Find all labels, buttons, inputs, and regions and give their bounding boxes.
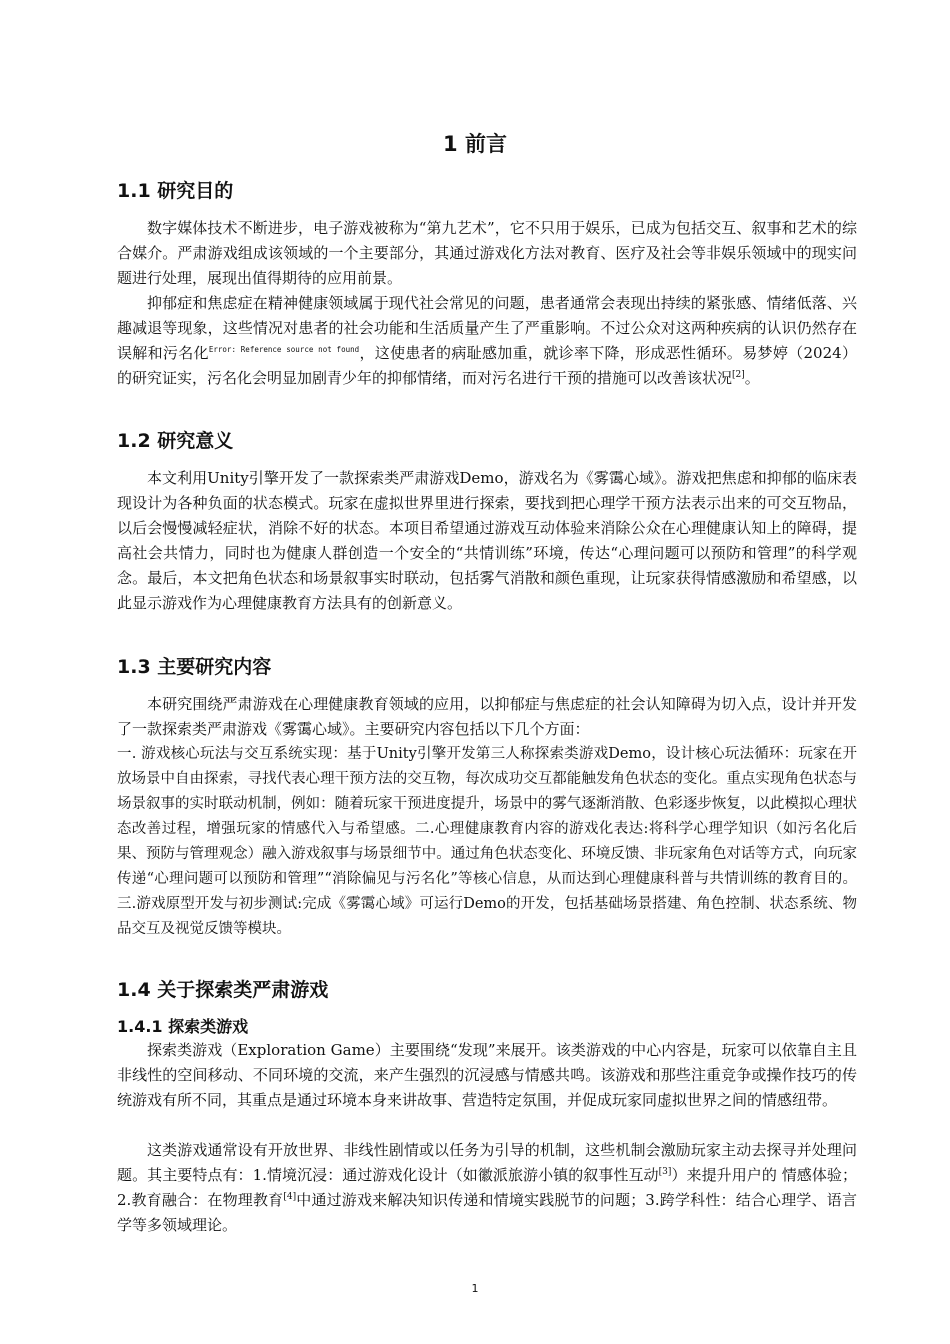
subsection-heading-1-4-1: 1.4.1 探索类游戏 [117,1017,249,1036]
paragraph-1-4-1-b [117,1138,857,1238]
paragraph-text: 这类游戏通常设有开放世界、非线性剧情或以任务为引导的机制，这些机制会激励玩家主动去探寻并处理问题。其主要特点有：1.情境沉浸：通过游戏化设计（如徽派旅游小镇的叙事性互动 [117,1141,857,1184]
paragraph-1-3-a: 本研究围绕严肃游戏在心理健康教育领域的应用，以抑郁症与焦虑症的社会认知障碍为切入点，设计并开发了一款探索类严肃游戏《雾霭心域》。主要研究内容包括以下几个方面： [117,695,857,738]
section-heading-1-4: 1.4 关于探索类严肃游戏 [117,979,329,1001]
section-heading-1-3: 1.3 主要研究内容 [117,656,272,678]
paragraph-text: 中通过游戏来解决知识传递和情境实践脱节的问题；3.跨学科性：结合心理学、语言学等多领域理论。 [117,1191,857,1234]
paragraph-1-1-b [117,291,857,391]
chapter-title: 1 前言 [443,132,507,156]
paragraph-1-1-a: 数字媒体技术不断进步，电子游戏被称为“第九艺术”，它不只用于娱乐，已成为包括交互、叙事和艺术的综合媒介。严肃游戏组成该领域的一个主要部分，其通过游戏化方法对教育、医疗及社会等非娱乐领域中的现实问题进行处理，展现出值得期待的应用前景。 [117,219,857,287]
citation-ref: [4] [283,1192,297,1202]
paragraph-1-4-1-a: 探索类游戏（Exploration Game）主要围绕“发现”来展开。该类游戏的中心内容是，玩家可以依靠自主且非线性的空间移动、不同环境的交流，来产生强烈的沉浸感与情感共鸣。该游戏和那些注重竞争或操作技巧的传统游戏有所不同，其重点是通过环境本身来讲故事、营造特定氛围，并促成玩家同虚拟世界之间的情感纽带。 [117,1041,857,1109]
section-heading-1-2: 1.2 研究意义 [117,430,234,452]
citation-ref: [3] [658,1167,672,1177]
citation-ref: [2] [732,370,745,380]
section-heading-1-1: 1.1 研究目的 [117,180,234,202]
paragraph-1-2: 本文利用Unity引擎开发了一款探索类严肃游戏Demo，游戏名为《雾霭心域》。游戏把焦虑和抑郁的临床表现设计为各种负面的状态模式。玩家在虚拟世界里进行探索，要找到把心理学干预方法表示出来的可交互物品，以后会慢慢减轻症状，消除不好的状态。本项目希望通过游戏互动体验来消除公众在心理健康认知上的障碍，提高社会共情力，同时也为健康人群创造一个安全的“共情训练”环境，传达“心理问题可以预防和管理”的科学观念。最后，本文把角色状态和场景叙事实时联动，包括雾气消散和颜色重现，让玩家获得情感激励和希望感，以此显示游戏作为心理健康教育方法具有的创新意义。 [117,469,857,612]
paragraph-text: 抑郁症和焦虑症在精神健康领域属于现代社会常见的问题，患者通常会表现出持续的紧张感、情绪低落、兴趣减退等现象，这些情况对患者的社会功能和生活质量产生了严重影响。不过公众对这两种疾病的认识仍然存在误解和污名化 [117,294,857,362]
paragraph-text: ，这使患者的病耻感加重，就诊率下降，形成恶性循环。易梦婷（2024）的研究证实，污名化会明显加剧青少年的抑郁情绪，而对污名进行干预的措施可以改善该状况 [117,344,857,387]
reference-error-note: Error: Reference source not found [208,345,360,354]
page-number: 1 [471,1282,479,1295]
paragraph-text: 。 [744,369,760,387]
paragraph-1-3-b: 一. 游戏核心玩法与交互系统实现：基于Unity引擎开发第三人称探索类游戏Demo，设计核心玩法循环：玩家在开放场景中自由探索，寻找代表心理干预方法的交互物，每次成功交互都能触发角色状态的变化。重点实现角色状态与场景叙事的实时联动机制，例如：随着玩家干预进度提升，场景中的雾气逐渐消散、色彩逐步恢复，以此模拟心理状态改善过程，增强玩家的情感代入与希望感。二.心理健康教育内容的游戏化表达:将科学心理学知识（如污名化后果、预防与管理观念）融入游戏叙事与场景细节中。通过角色状态变化、环境反馈、非玩家角色对话等方式，向玩家传递“心理问题可以预防和管理”“消除偏见与污名化”等核心信息，从而达到心理健康科普与共情训练的教育目的。三.游戏原型开发与初步测试:完成《雾霭心域》可运行Demo的开发，包括基础场景搭建、角色控制、状态系统、物品交互及视觉反馈等模块。 [117,746,857,937]
paragraph-text: ）来提升用户的 情感体验；2.教育融合：在物理教育 [117,1166,857,1209]
